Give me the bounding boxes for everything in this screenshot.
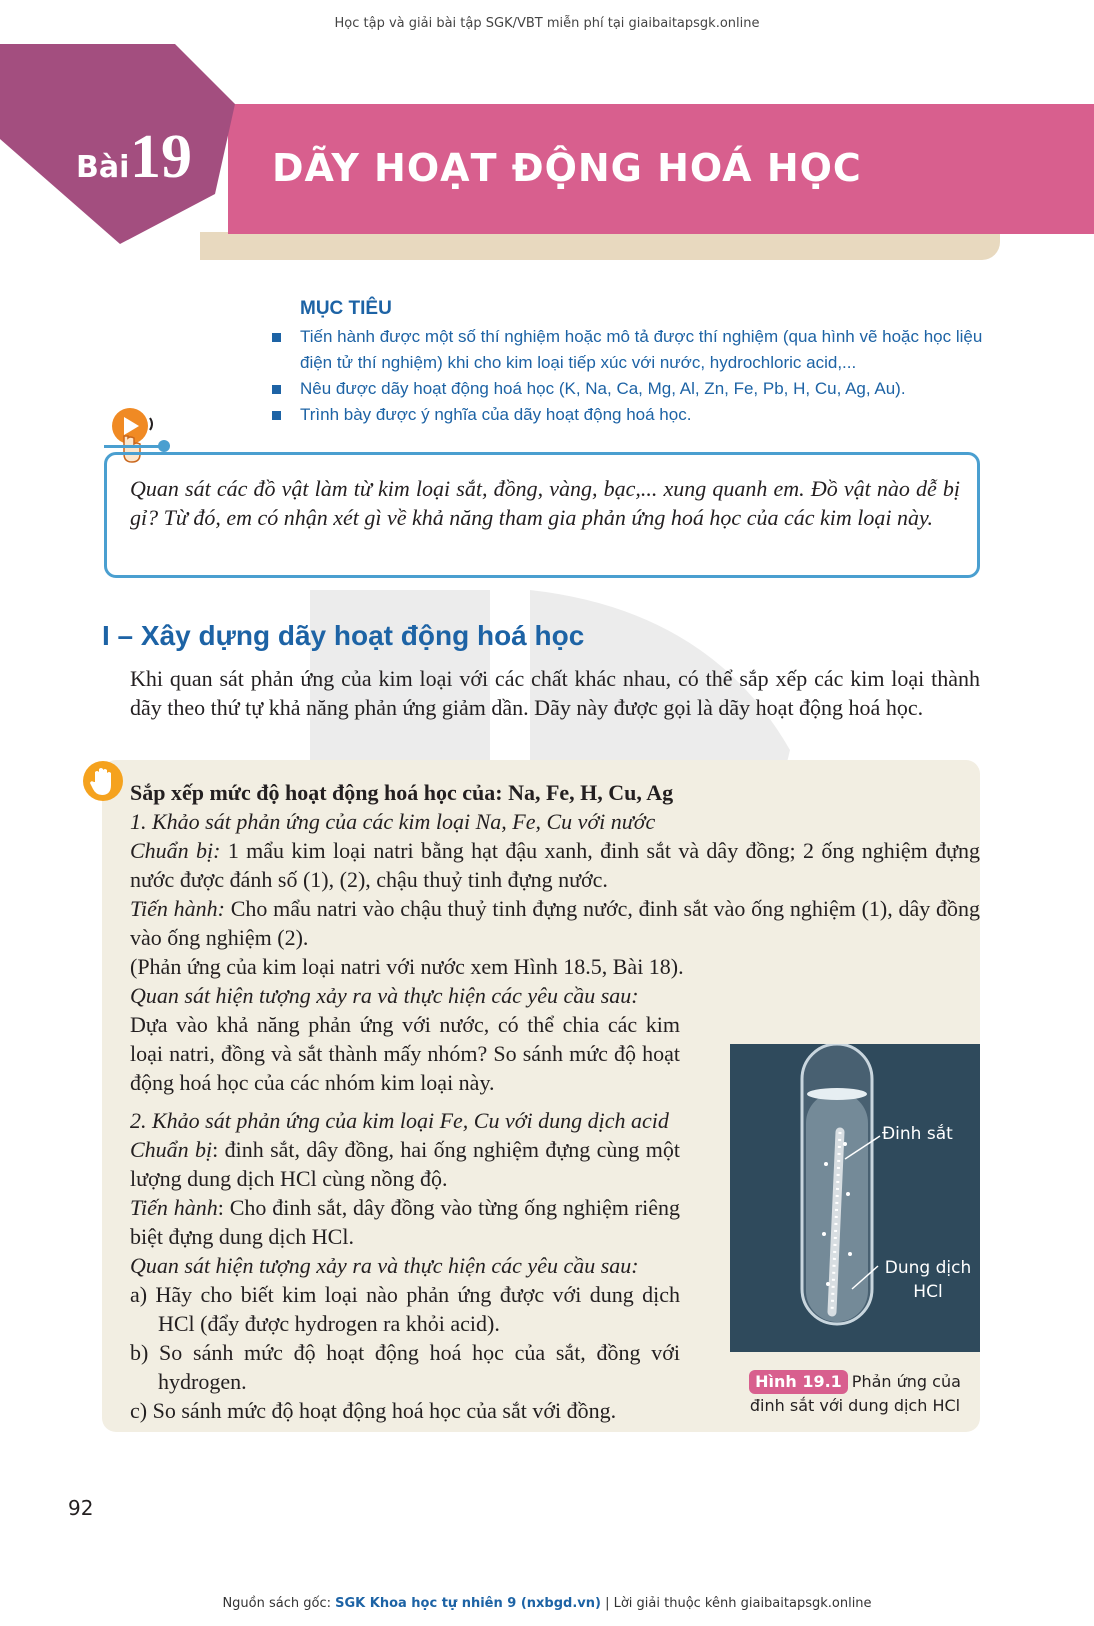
experiment-1-procedure: Tiến hành: Cho mẩu natri vào chậu thuỷ tinh đựng nước, đinh sắt vào ống nghiệm (1), dây đồng vào ống nghiệm (2). <box>130 896 980 950</box>
bullet-icon <box>272 333 281 342</box>
objectives-list <box>270 324 990 428</box>
lesson-label: Bài <box>76 150 130 185</box>
intro-question: Quan sát các đồ vật làm từ kim loại sắt, đồng, vàng, bạc,... xung quanh em. Đồ vật nào dễ bị gỉ? Từ đó, em có nhận xét gì về khả năng tham gia phản ứng hoá học của các kim loại này. <box>130 476 960 530</box>
label-hcl-solution: Dung dịch HCl <box>884 1258 972 1302</box>
experiment-2-observe: Quan sát hiện tượng xảy ra và thực hiện các yêu cầu sau: <box>130 1253 639 1278</box>
figure-caption: Hình 19.1 Phản ứng của đinh sắt với dung dịch HCl <box>749 1372 961 1415</box>
footer-source-link[interactable]: SGK Khoa học tự nhiên 9 (nxbgd.vn) <box>335 1596 601 1611</box>
experiment-2-heading: 2. Khảo sát phản ứng của kim loại Fe, Cu với dung dịch acid <box>130 1108 669 1133</box>
label-iron-nail: Đinh sắt <box>882 1124 953 1144</box>
section-title: I – Xây dựng dãy hoạt động hoá học <box>102 620 585 651</box>
figure-tag: Hình 19.1 <box>749 1370 848 1394</box>
banner-shadow <box>200 232 1000 260</box>
experiment-2-procedure: Tiến hành: Cho đinh sắt, dây đồng vào từng ống nghiệm riêng biệt đựng dung dịch HCl. <box>130 1195 680 1249</box>
objectives-heading: MỤC TIÊU <box>300 298 392 319</box>
experiment-1-reference: (Phản ứng của kim loại natri với nước xem Hình 18.5, Bài 18). <box>130 954 684 979</box>
experiment-1-question: Dựa vào khả năng phản ứng với nước, có thể chia các kim loại natri, đồng và sắt thành mấy nhóm? So sánh mức độ hoạt động hoá học của các nhóm kim loại này. <box>130 1012 680 1095</box>
intro-connector <box>104 445 164 448</box>
hand-activity-icon <box>82 760 124 802</box>
header-note: Học tập và giải bài tập SGK/VBT miễn phí tại giaibaitapsgk.online <box>334 16 760 31</box>
test-tube-illustration <box>730 1044 980 1352</box>
figure-test-tube <box>730 1044 980 1352</box>
bullet-icon <box>272 411 281 420</box>
objective-item: Tiến hành được một số thí nghiệm hoặc mô tả được thí nghiệm (qua hình vẽ hoặc học liệu điện tử thí nghiệm) khi cho kim loại tiếp xúc với nước, hydrochloric acid,... <box>270 324 990 376</box>
question-b: b) So sánh mức độ hoạt động hoá học của sắt, đồng với hydrogen. <box>130 1340 680 1394</box>
lesson-number: 19 <box>130 123 192 191</box>
experiment-1-prep: Chuẩn bị: 1 mẩu kim loại natri bằng hạt đậu xanh, đinh sắt và dây đồng; 2 ống nghiệm đựng nước được đánh số (1), (2), chậu thuỷ tinh đựng nước. <box>130 838 980 892</box>
objective-item: Trình bày được ý nghĩa của dãy hoạt động hoá học. <box>270 402 990 428</box>
bullet-icon <box>272 385 281 394</box>
experiment-1-observe: Quan sát hiện tượng xảy ra và thực hiện các yêu cầu sau: <box>130 983 639 1008</box>
experiment-1-heading: 1. Khảo sát phản ứng của các kim loại Na, Fe, Cu với nước <box>130 809 656 834</box>
section-paragraph: Khi quan sát phản ứng của kim loại với các chất khác nhau, có thể sắp xếp các kim loại thành dãy theo thứ tự khả năng phản ứng giảm dần. Dãy này được gọi là dãy hoạt động hoá học. <box>130 666 980 720</box>
page-number: 92 <box>68 1496 94 1520</box>
experiment-2-prep: Chuẩn bị: đinh sắt, dây đồng, hai ống nghiệm đựng cùng một lượng dung dịch HCl cùng nồng độ. <box>130 1137 680 1191</box>
lesson-number-badge <box>0 44 250 254</box>
lesson-title: DÃY HOẠT ĐỘNG HOÁ HỌC <box>272 146 862 190</box>
intro-dot <box>158 440 170 452</box>
question-c: c) So sánh mức độ hoạt động hoá học của sắt với đồng. <box>130 1398 617 1423</box>
question-a: a) Hãy cho biết kim loại nào phản ứng được với dung dịch HCl (đẩy được hydrogen ra khỏi acid). <box>130 1282 680 1336</box>
objective-item: Nêu được dãy hoạt động hoá học (K, Na, Ca, Mg, Al, Zn, Fe, Pb, H, Cu, Ag, Au). <box>270 376 990 402</box>
footer: Nguồn sách gốc: SGK Khoa học tự nhiên 9 (nxbgd.vn) | Lời giải thuộc kênh giaibaitapsgk.online <box>222 1596 872 1611</box>
activity-title: Sắp xếp mức độ hoạt động hoá học của: Na, Fe, H, Cu, Ag <box>130 780 674 805</box>
